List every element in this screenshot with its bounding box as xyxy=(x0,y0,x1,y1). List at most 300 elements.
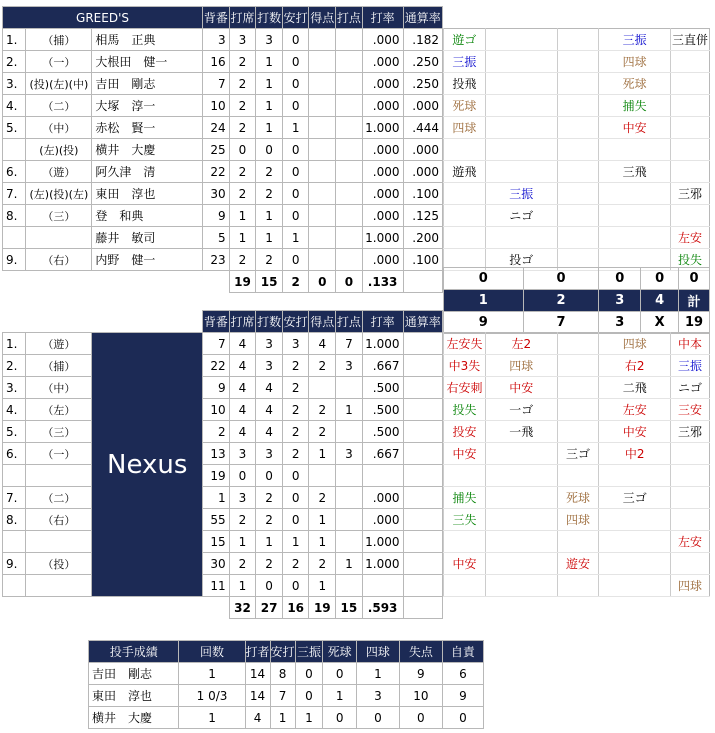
results-row xyxy=(444,531,710,553)
at-bat-result: 三振 xyxy=(444,51,486,73)
batting-average: .000 xyxy=(362,95,403,117)
player-name: 吉田 剛志 xyxy=(92,73,203,95)
career-average: .000 xyxy=(403,95,442,117)
at-bat-result: 捕失 xyxy=(444,487,486,509)
at-bat-result xyxy=(557,333,599,355)
plate-appearances: 3 xyxy=(229,487,256,509)
results-row xyxy=(444,117,710,139)
uniform-number: 5 xyxy=(203,227,230,249)
at-bat-result: 中安 xyxy=(444,443,486,465)
at-bat-result xyxy=(599,531,671,553)
home-total-ab: 27 xyxy=(256,597,283,619)
table-row xyxy=(3,117,443,139)
career-average: .000 xyxy=(403,161,442,183)
batting-order: 9. xyxy=(3,553,26,575)
at-bat-result xyxy=(599,465,671,487)
hits: 0 xyxy=(282,465,309,487)
batting-order: 7. xyxy=(3,183,26,205)
at-bat-result: 三ゴ xyxy=(557,443,599,465)
at-bat-result: 死球 xyxy=(444,95,486,117)
away-total-runs: 0 xyxy=(309,271,336,293)
batting-average xyxy=(362,465,403,487)
at-bat-result: 四球 xyxy=(557,509,599,531)
runs xyxy=(309,205,336,227)
results-row xyxy=(444,355,710,377)
player-position: （左） xyxy=(26,399,92,421)
at-bat-result xyxy=(485,51,557,73)
player-position: (左)(投)(左) xyxy=(26,183,92,205)
player-position xyxy=(26,575,92,597)
uniform-number: 13 xyxy=(203,443,230,465)
batting-average: 1.000 xyxy=(362,531,403,553)
runs xyxy=(309,377,336,399)
inning-label-4: 4 xyxy=(641,290,679,312)
player-position: （三） xyxy=(26,421,92,443)
at-bat-result xyxy=(485,29,557,51)
at-bat-result: 三邪 xyxy=(670,183,709,205)
pitching-header-row xyxy=(89,641,484,663)
table-row xyxy=(3,553,443,575)
at-bat-result: 四球 xyxy=(599,51,671,73)
at-bat-result xyxy=(599,575,671,597)
career-average xyxy=(403,531,442,553)
hits: 0 xyxy=(282,161,309,183)
batting-average: .500 xyxy=(362,421,403,443)
away-total: 0 xyxy=(679,268,710,290)
hits-allowed: 1 xyxy=(270,707,295,729)
plate-appearances: 4 xyxy=(229,377,256,399)
at-bats: 2 xyxy=(256,487,283,509)
walks: 1 xyxy=(356,663,399,685)
pitching-header-hbp: 死球 xyxy=(323,641,357,663)
at-bat-result xyxy=(485,553,557,575)
at-bat-result: 三安 xyxy=(671,399,710,421)
at-bat-result: 遊安 xyxy=(557,553,599,575)
at-bat-result xyxy=(485,161,557,183)
hits: 0 xyxy=(282,575,309,597)
table-row xyxy=(3,443,443,465)
home-header-hits: 安打 xyxy=(282,311,309,333)
at-bat-result xyxy=(671,443,710,465)
table-row xyxy=(3,487,443,509)
at-bats: 3 xyxy=(256,355,283,377)
at-bat-result xyxy=(485,95,557,117)
at-bat-result xyxy=(485,443,557,465)
home-header-plate-appearances: 打席 xyxy=(229,311,256,333)
at-bat-result xyxy=(599,227,671,249)
at-bat-result: 四球 xyxy=(671,575,710,597)
hits: 1 xyxy=(282,117,309,139)
batting-average: .667 xyxy=(362,355,403,377)
runs: 2 xyxy=(309,487,336,509)
batting-average: .000 xyxy=(362,249,403,271)
plate-appearances: 2 xyxy=(229,73,256,95)
table-row xyxy=(3,51,443,73)
home-inning-1: 9 xyxy=(444,312,524,334)
at-bat-result: 三失 xyxy=(444,509,486,531)
at-bats: 1 xyxy=(256,117,283,139)
batting-order xyxy=(3,227,26,249)
career-average: .182 xyxy=(403,29,442,51)
plate-appearances: 2 xyxy=(229,183,256,205)
player-name: 内野 健一 xyxy=(92,249,203,271)
at-bat-result xyxy=(485,487,557,509)
batting-order: 1. xyxy=(3,29,26,51)
batting-average: .000 xyxy=(362,139,403,161)
player-position: （一） xyxy=(26,51,92,73)
at-bat-result: 遊飛 xyxy=(444,161,486,183)
at-bat-result: 遊ゴ xyxy=(444,29,486,51)
batting-order: 2. xyxy=(3,51,26,73)
at-bat-result: 投失 xyxy=(444,399,486,421)
results-row xyxy=(444,29,710,51)
at-bat-result xyxy=(444,227,486,249)
batting-average: .000 xyxy=(362,51,403,73)
away-inning-2: 0 xyxy=(523,268,599,290)
table-row xyxy=(3,465,443,487)
player-position: （中） xyxy=(26,117,92,139)
player-position: (左)(投) xyxy=(26,139,92,161)
player-position: （捕） xyxy=(26,355,92,377)
runs: 2 xyxy=(309,355,336,377)
hits: 0 xyxy=(282,139,309,161)
home-header-row xyxy=(3,311,443,333)
rbi xyxy=(336,487,363,509)
at-bat-result: 一ゴ xyxy=(485,399,557,421)
at-bats: 3 xyxy=(256,443,283,465)
earned-runs: 0 xyxy=(442,707,483,729)
at-bat-result: 左安 xyxy=(670,227,709,249)
home-inning-2: 7 xyxy=(523,312,599,334)
plate-appearances: 1 xyxy=(229,575,256,597)
pitching-table xyxy=(88,640,484,729)
career-average: .125 xyxy=(403,205,442,227)
at-bat-result xyxy=(557,575,599,597)
pitching-header-runs: 失点 xyxy=(399,641,442,663)
table-row xyxy=(3,249,443,271)
plate-appearances: 1 xyxy=(229,531,256,553)
at-bat-result: 左安 xyxy=(599,399,671,421)
pitching-header-innings: 回数 xyxy=(179,641,245,663)
rbi xyxy=(336,51,363,73)
header-runs: 得点 xyxy=(309,7,336,29)
at-bat-result: 三振 xyxy=(671,355,710,377)
away-total-rbi: 0 xyxy=(336,271,363,293)
at-bat-result xyxy=(599,205,671,227)
career-average: .200 xyxy=(403,227,442,249)
at-bat-result xyxy=(485,73,557,95)
results-row xyxy=(444,161,710,183)
innings-pitched: 1 xyxy=(179,663,245,685)
at-bat-result: 死球 xyxy=(557,487,599,509)
plate-appearances: 4 xyxy=(229,333,256,355)
results-row xyxy=(444,487,710,509)
at-bat-result: 三ゴ xyxy=(599,487,671,509)
results-row xyxy=(444,509,710,531)
hit-by-pitch: 0 xyxy=(323,707,357,729)
at-bat-result xyxy=(557,73,599,95)
home-team-name: Nexus xyxy=(92,333,203,597)
innings-pitched: 1 xyxy=(179,707,245,729)
uniform-number: 10 xyxy=(203,95,230,117)
rbi xyxy=(336,205,363,227)
hits: 1 xyxy=(282,227,309,249)
player-position: （遊） xyxy=(26,333,92,355)
strikeouts: 0 xyxy=(295,663,323,685)
batting-order xyxy=(3,465,26,487)
innings-pitched: 1 0/3 xyxy=(179,685,245,707)
at-bat-result: 右2 xyxy=(599,355,671,377)
at-bat-result xyxy=(485,575,557,597)
walks: 0 xyxy=(356,707,399,729)
at-bat-result: 左安失 xyxy=(444,333,486,355)
batting-order xyxy=(3,531,26,553)
batting-order xyxy=(3,575,26,597)
plate-appearances: 1 xyxy=(229,205,256,227)
hits: 2 xyxy=(282,377,309,399)
career-average: .000 xyxy=(403,139,442,161)
at-bat-result xyxy=(599,553,671,575)
runs xyxy=(309,183,336,205)
at-bats: 4 xyxy=(256,399,283,421)
at-bat-result: 左2 xyxy=(485,333,557,355)
walks: 3 xyxy=(356,685,399,707)
away-batting-table xyxy=(2,6,443,293)
at-bat-result: 三直併 xyxy=(670,29,709,51)
rbi: 3 xyxy=(336,443,363,465)
runs: 1 xyxy=(309,509,336,531)
batting-average: .000 xyxy=(362,509,403,531)
header-uniform-number: 背番 xyxy=(203,7,230,29)
inning-label-3: 3 xyxy=(599,290,641,312)
away-inning-3: 0 xyxy=(599,268,641,290)
plate-appearances: 0 xyxy=(229,139,256,161)
at-bat-result xyxy=(557,29,599,51)
batting-order: 2. xyxy=(3,355,26,377)
results-row xyxy=(444,443,710,465)
at-bat-result xyxy=(599,183,671,205)
table-row xyxy=(3,139,443,161)
pitching-header-batters: 打者 xyxy=(245,641,270,663)
plate-appearances: 2 xyxy=(229,117,256,139)
at-bat-result: 中本 xyxy=(671,333,710,355)
at-bat-result xyxy=(557,161,599,183)
at-bat-result: 投飛 xyxy=(444,73,486,95)
at-bat-result xyxy=(557,421,599,443)
inning-label-total: 計 xyxy=(679,290,710,312)
career-average: .444 xyxy=(403,117,442,139)
batting-average: .000 xyxy=(362,161,403,183)
uniform-number: 1 xyxy=(203,487,230,509)
at-bats: 2 xyxy=(256,553,283,575)
runs-allowed: 10 xyxy=(399,685,442,707)
player-position: (投)(左)(中) xyxy=(26,73,92,95)
batters-faced: 14 xyxy=(245,663,270,685)
at-bats: 1 xyxy=(256,73,283,95)
away-results-grid xyxy=(443,28,710,271)
uniform-number: 2 xyxy=(203,421,230,443)
plate-appearances: 2 xyxy=(229,553,256,575)
earned-runs: 6 xyxy=(442,663,483,685)
at-bat-result: 中安 xyxy=(485,377,557,399)
rbi xyxy=(336,227,363,249)
results-row xyxy=(444,73,710,95)
table-row xyxy=(89,685,484,707)
home-results-grid xyxy=(443,332,710,597)
batting-average: 1.000 xyxy=(362,553,403,575)
runs: 2 xyxy=(309,421,336,443)
table-row xyxy=(3,227,443,249)
career-average xyxy=(403,509,442,531)
career-average: .100 xyxy=(403,249,442,271)
table-row xyxy=(3,575,443,597)
at-bat-result: 左安 xyxy=(671,531,710,553)
player-position xyxy=(26,465,92,487)
at-bat-result xyxy=(599,139,671,161)
batting-order: 6. xyxy=(3,161,26,183)
earned-runs: 9 xyxy=(442,685,483,707)
player-name: 登 和典 xyxy=(92,205,203,227)
career-average: .100 xyxy=(403,183,442,205)
home-inning-4: X xyxy=(641,312,679,334)
at-bat-result: 投失 xyxy=(670,249,709,271)
pitching-header-walks: 四球 xyxy=(356,641,399,663)
career-average xyxy=(403,333,442,355)
at-bat-result xyxy=(444,465,486,487)
at-bat-result xyxy=(485,509,557,531)
results-row xyxy=(444,465,710,487)
at-bat-result: ニゴ xyxy=(485,205,557,227)
player-name: 赤松 賢一 xyxy=(92,117,203,139)
career-average xyxy=(403,487,442,509)
batting-average: 1.000 xyxy=(362,117,403,139)
pitcher-name: 横井 大慶 xyxy=(89,707,179,729)
career-average xyxy=(403,553,442,575)
runs: 2 xyxy=(309,399,336,421)
plate-appearances: 0 xyxy=(229,465,256,487)
player-name: 藤井 敏司 xyxy=(92,227,203,249)
at-bat-result xyxy=(670,73,709,95)
at-bat-result xyxy=(671,487,710,509)
home-total: 19 xyxy=(679,312,710,334)
at-bat-result xyxy=(557,205,599,227)
away-total-hits: 2 xyxy=(282,271,309,293)
rbi xyxy=(336,117,363,139)
away-totals-row xyxy=(3,271,443,293)
rbi xyxy=(336,183,363,205)
player-position: （捕） xyxy=(26,29,92,51)
at-bat-result xyxy=(444,139,486,161)
rbi xyxy=(336,421,363,443)
at-bat-result xyxy=(485,531,557,553)
rbi xyxy=(336,249,363,271)
home-header-at-bats: 打数 xyxy=(256,311,283,333)
at-bat-result: 一飛 xyxy=(485,421,557,443)
runs xyxy=(309,73,336,95)
uniform-number: 16 xyxy=(203,51,230,73)
home-header-rbi: 打点 xyxy=(336,311,363,333)
at-bats: 1 xyxy=(256,227,283,249)
uniform-number: 23 xyxy=(203,249,230,271)
at-bat-result xyxy=(557,377,599,399)
header-rbi: 打点 xyxy=(336,7,363,29)
home-header-runs: 得点 xyxy=(309,311,336,333)
home-total-hits: 16 xyxy=(282,597,309,619)
uniform-number: 7 xyxy=(203,333,230,355)
table-row xyxy=(3,399,443,421)
plate-appearances: 1 xyxy=(229,227,256,249)
uniform-number: 7 xyxy=(203,73,230,95)
at-bat-result xyxy=(557,355,599,377)
uniform-number: 9 xyxy=(203,377,230,399)
batting-average: .667 xyxy=(362,443,403,465)
pitching-header-title: 投手成績 xyxy=(89,641,179,663)
inning-label-1: 1 xyxy=(444,290,524,312)
at-bat-result: 中安 xyxy=(599,421,671,443)
table-row xyxy=(3,205,443,227)
hits-allowed: 8 xyxy=(270,663,295,685)
player-name: 大塚 淳一 xyxy=(92,95,203,117)
at-bat-result xyxy=(671,465,710,487)
rbi xyxy=(336,531,363,553)
batting-average: .500 xyxy=(362,399,403,421)
results-row xyxy=(444,227,710,249)
strikeouts: 0 xyxy=(295,685,323,707)
at-bats: 2 xyxy=(256,161,283,183)
at-bat-result xyxy=(599,509,671,531)
table-row xyxy=(89,663,484,685)
at-bat-result xyxy=(557,51,599,73)
home-totals-row xyxy=(3,597,443,619)
batters-faced: 14 xyxy=(245,685,270,707)
table-row xyxy=(3,161,443,183)
runs xyxy=(309,51,336,73)
at-bat-result xyxy=(557,95,599,117)
at-bat-result xyxy=(444,575,486,597)
runs: 1 xyxy=(309,443,336,465)
at-bat-result xyxy=(557,139,599,161)
at-bat-result xyxy=(485,117,557,139)
batters-faced: 4 xyxy=(245,707,270,729)
at-bats: 2 xyxy=(256,509,283,531)
plate-appearances: 2 xyxy=(229,161,256,183)
at-bat-result: 投安 xyxy=(444,421,486,443)
batting-average: .000 xyxy=(362,183,403,205)
rbi xyxy=(336,465,363,487)
home-total-average: .593 xyxy=(362,597,403,619)
at-bat-result: 四球 xyxy=(444,117,486,139)
rbi xyxy=(336,509,363,531)
away-total-pa: 19 xyxy=(229,271,256,293)
rbi xyxy=(336,377,363,399)
batting-order: 3. xyxy=(3,73,26,95)
player-position: （一） xyxy=(26,443,92,465)
uniform-number: 9 xyxy=(203,205,230,227)
uniform-number: 15 xyxy=(203,531,230,553)
hits: 0 xyxy=(282,73,309,95)
batting-average: 1.000 xyxy=(362,333,403,355)
player-name: 横井 大慶 xyxy=(92,139,203,161)
uniform-number: 3 xyxy=(203,29,230,51)
results-row xyxy=(444,575,710,597)
at-bat-result xyxy=(670,95,709,117)
plate-appearances: 4 xyxy=(229,399,256,421)
results-row xyxy=(444,553,710,575)
at-bat-result xyxy=(557,531,599,553)
at-bat-result: 中安 xyxy=(599,117,671,139)
at-bats: 3 xyxy=(256,29,283,51)
at-bat-result: 中3失 xyxy=(444,355,486,377)
